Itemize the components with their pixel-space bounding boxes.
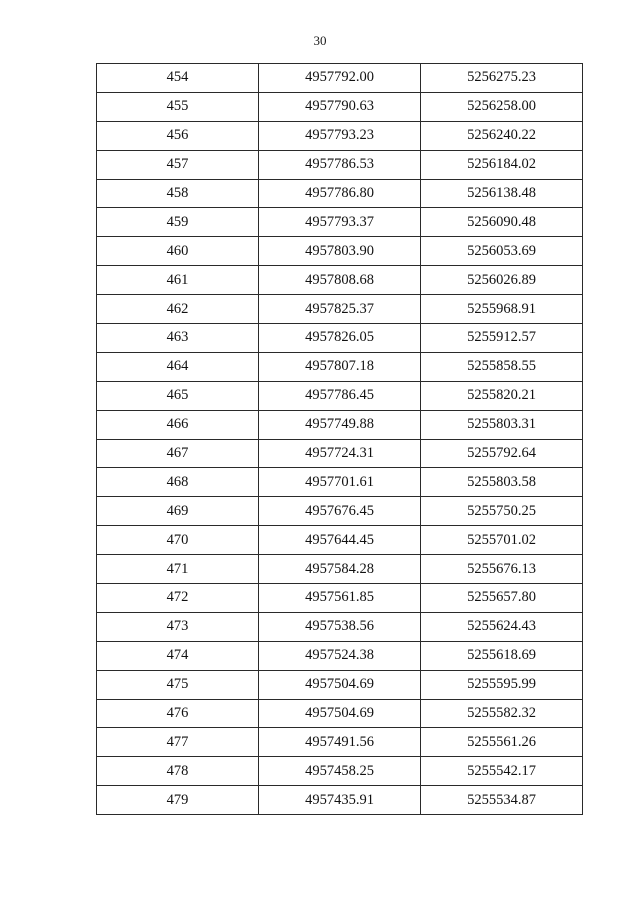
y-coordinate-cell: 5255534.87 bbox=[421, 786, 583, 815]
page-number: 30 bbox=[313, 33, 327, 48]
point-number-cell: 470 bbox=[97, 526, 259, 555]
point-number-cell: 468 bbox=[97, 468, 259, 497]
y-coordinate-cell: 5256053.69 bbox=[421, 237, 583, 266]
table-row bbox=[97, 266, 583, 295]
x-coordinate-cell: 4957786.45 bbox=[259, 381, 421, 410]
y-coordinate-cell: 5256240.22 bbox=[421, 121, 583, 150]
y-coordinate-cell: 5255582.32 bbox=[421, 699, 583, 728]
coordinate-table bbox=[96, 63, 583, 815]
x-coordinate-cell: 4957644.45 bbox=[259, 526, 421, 555]
y-coordinate-cell: 5255968.91 bbox=[421, 295, 583, 324]
y-coordinate-cell: 5256184.02 bbox=[421, 150, 583, 179]
x-coordinate-cell: 4957504.69 bbox=[259, 699, 421, 728]
point-number-cell: 456 bbox=[97, 121, 259, 150]
table-row bbox=[97, 468, 583, 497]
point-number-cell: 455 bbox=[97, 92, 259, 121]
point-number-cell: 478 bbox=[97, 757, 259, 786]
point-number-cell: 458 bbox=[97, 179, 259, 208]
table-row bbox=[97, 497, 583, 526]
x-coordinate-cell: 4957561.85 bbox=[259, 584, 421, 613]
x-coordinate-cell: 4957792.00 bbox=[259, 64, 421, 93]
point-number-cell: 454 bbox=[97, 64, 259, 93]
y-coordinate-cell: 5255676.13 bbox=[421, 555, 583, 584]
table-row bbox=[97, 179, 583, 208]
point-number-cell: 479 bbox=[97, 786, 259, 815]
table-row bbox=[97, 584, 583, 613]
x-coordinate-cell: 4957538.56 bbox=[259, 612, 421, 641]
x-coordinate-cell: 4957584.28 bbox=[259, 555, 421, 584]
x-coordinate-cell: 4957504.69 bbox=[259, 670, 421, 699]
x-coordinate-cell: 4957793.23 bbox=[259, 121, 421, 150]
table-row bbox=[97, 670, 583, 699]
point-number-cell: 473 bbox=[97, 612, 259, 641]
point-number-cell: 457 bbox=[97, 150, 259, 179]
point-number-cell: 461 bbox=[97, 266, 259, 295]
table-row bbox=[97, 324, 583, 353]
coordinate-table-body bbox=[97, 64, 583, 815]
y-coordinate-cell: 5256275.23 bbox=[421, 64, 583, 93]
point-number-cell: 475 bbox=[97, 670, 259, 699]
x-coordinate-cell: 4957807.18 bbox=[259, 352, 421, 381]
table-row bbox=[97, 208, 583, 237]
table-row bbox=[97, 64, 583, 93]
table-row bbox=[97, 295, 583, 324]
table-row bbox=[97, 786, 583, 815]
table-row bbox=[97, 237, 583, 266]
table-row bbox=[97, 757, 583, 786]
x-coordinate-cell: 4957825.37 bbox=[259, 295, 421, 324]
x-coordinate-cell: 4957458.25 bbox=[259, 757, 421, 786]
x-coordinate-cell: 4957435.91 bbox=[259, 786, 421, 815]
x-coordinate-cell: 4957793.37 bbox=[259, 208, 421, 237]
table-row bbox=[97, 612, 583, 641]
table-row bbox=[97, 381, 583, 410]
x-coordinate-cell: 4957491.56 bbox=[259, 728, 421, 757]
y-coordinate-cell: 5256258.00 bbox=[421, 92, 583, 121]
point-number-cell: 477 bbox=[97, 728, 259, 757]
y-coordinate-cell: 5256026.89 bbox=[421, 266, 583, 295]
y-coordinate-cell: 5255618.69 bbox=[421, 641, 583, 670]
point-number-cell: 472 bbox=[97, 584, 259, 613]
x-coordinate-cell: 4957826.05 bbox=[259, 324, 421, 353]
table-row bbox=[97, 555, 583, 584]
point-number-cell: 476 bbox=[97, 699, 259, 728]
point-number-cell: 464 bbox=[97, 352, 259, 381]
table-row bbox=[97, 121, 583, 150]
x-coordinate-cell: 4957808.68 bbox=[259, 266, 421, 295]
x-coordinate-cell: 4957676.45 bbox=[259, 497, 421, 526]
y-coordinate-cell: 5255624.43 bbox=[421, 612, 583, 641]
y-coordinate-cell: 5255912.57 bbox=[421, 324, 583, 353]
point-number-cell: 474 bbox=[97, 641, 259, 670]
table-row bbox=[97, 352, 583, 381]
x-coordinate-cell: 4957786.53 bbox=[259, 150, 421, 179]
point-number-cell: 466 bbox=[97, 410, 259, 439]
y-coordinate-cell: 5255820.21 bbox=[421, 381, 583, 410]
table-row bbox=[97, 410, 583, 439]
y-coordinate-cell: 5255561.26 bbox=[421, 728, 583, 757]
x-coordinate-cell: 4957790.63 bbox=[259, 92, 421, 121]
point-number-cell: 459 bbox=[97, 208, 259, 237]
y-coordinate-cell: 5255657.80 bbox=[421, 584, 583, 613]
x-coordinate-cell: 4957524.38 bbox=[259, 641, 421, 670]
y-coordinate-cell: 5256138.48 bbox=[421, 179, 583, 208]
x-coordinate-cell: 4957803.90 bbox=[259, 237, 421, 266]
x-coordinate-cell: 4957701.61 bbox=[259, 468, 421, 497]
y-coordinate-cell: 5255792.64 bbox=[421, 439, 583, 468]
point-number-cell: 462 bbox=[97, 295, 259, 324]
y-coordinate-cell: 5255701.02 bbox=[421, 526, 583, 555]
y-coordinate-cell: 5255595.99 bbox=[421, 670, 583, 699]
y-coordinate-cell: 5255750.25 bbox=[421, 497, 583, 526]
y-coordinate-cell: 5255858.55 bbox=[421, 352, 583, 381]
point-number-cell: 471 bbox=[97, 555, 259, 584]
point-number-cell: 467 bbox=[97, 439, 259, 468]
table-row bbox=[97, 641, 583, 670]
point-number-cell: 465 bbox=[97, 381, 259, 410]
x-coordinate-cell: 4957749.88 bbox=[259, 410, 421, 439]
table-row bbox=[97, 92, 583, 121]
point-number-cell: 460 bbox=[97, 237, 259, 266]
y-coordinate-cell: 5255542.17 bbox=[421, 757, 583, 786]
table-row bbox=[97, 699, 583, 728]
table-row bbox=[97, 439, 583, 468]
y-coordinate-cell: 5255803.31 bbox=[421, 410, 583, 439]
point-number-cell: 463 bbox=[97, 324, 259, 353]
table-row bbox=[97, 728, 583, 757]
table-row bbox=[97, 150, 583, 179]
x-coordinate-cell: 4957724.31 bbox=[259, 439, 421, 468]
table-row bbox=[97, 526, 583, 555]
y-coordinate-cell: 5255803.58 bbox=[421, 468, 583, 497]
y-coordinate-cell: 5256090.48 bbox=[421, 208, 583, 237]
point-number-cell: 469 bbox=[97, 497, 259, 526]
x-coordinate-cell: 4957786.80 bbox=[259, 179, 421, 208]
